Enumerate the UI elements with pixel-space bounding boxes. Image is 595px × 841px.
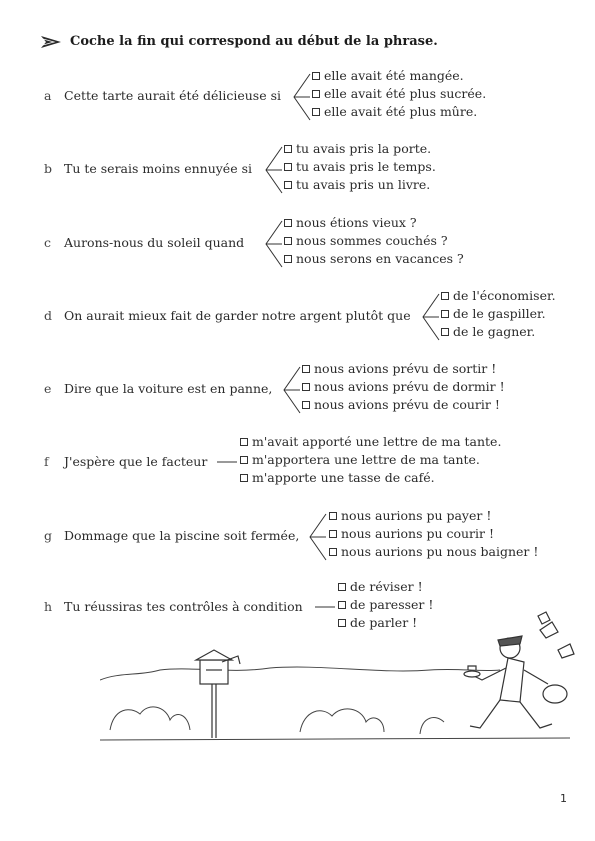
checkbox-icon[interactable] [338,601,346,609]
checkbox-icon[interactable] [284,255,292,263]
exercise-letter: g [44,528,53,543]
exercise-letter: d [44,308,53,323]
exercise-stem: J'espère que le facteur [64,454,208,469]
exercise-letter: h [44,599,53,614]
exercise-letter: e [44,381,52,396]
checkbox-icon[interactable] [240,456,248,464]
connector-bracket [308,511,328,563]
option-checkbox[interactable]: nous avions prévu de sortir ! [302,360,505,378]
checkbox-icon[interactable] [329,548,337,556]
option-checkbox[interactable]: tu avais pris un livre. [284,176,436,194]
checkbox-icon[interactable] [284,237,292,245]
exercise-letter: a [44,88,52,103]
ground-line [100,667,570,740]
exercise-stem: On aurait mieux fait de garder notre argent plutôt que [64,308,411,323]
checkbox-icon[interactable] [284,181,292,189]
option-checkbox[interactable]: nous avions prévu de courir ! [302,396,505,414]
exercise-stem: Dommage que la piscine soit fermée, [64,528,300,543]
option-checkbox[interactable]: elle avait été plus mûre. [312,103,486,121]
checkbox-icon[interactable] [441,310,449,318]
option-checkbox[interactable]: de le gaspiller. [441,305,556,323]
checkbox-icon[interactable] [338,583,346,591]
exercise-stem: Aurons-nous du soleil quand [64,235,245,250]
option-checkbox[interactable]: m'apporte une tasse de café. [240,469,501,487]
exercise-letter: c [44,235,52,250]
checkbox-icon[interactable] [284,219,292,227]
exercise-c [0,214,595,294]
connector-bracket [264,218,284,270]
checkbox-icon[interactable] [312,108,320,116]
checkbox-icon[interactable] [302,401,310,409]
option-checkbox[interactable]: de réviser ! [338,578,433,596]
option-checkbox[interactable]: m'apportera une lettre de ma tante. [240,451,501,469]
option-checkbox[interactable]: de parler ! [338,614,433,632]
hedge-icon [110,707,444,734]
option-checkbox[interactable]: tu avais pris le temps. [284,158,436,176]
exercise-stem: Dire que la voiture est en panne, [64,381,273,396]
checkbox-icon[interactable] [284,163,292,171]
checkbox-icon[interactable] [240,438,248,446]
option-checkbox[interactable]: elle avait été plus sucrée. [312,85,486,103]
exercise-d [0,287,595,367]
option-checkbox[interactable]: de l'économiser. [441,287,556,305]
checkbox-icon[interactable] [312,72,320,80]
checkbox-icon[interactable] [240,474,248,482]
checkbox-icon[interactable] [284,145,292,153]
option-checkbox[interactable]: de paresser ! [338,596,433,614]
option-checkbox[interactable]: m'avait apporté une lettre de ma tante. [240,433,501,451]
option-checkbox[interactable]: nous sommes couchés ? [284,232,464,250]
checkbox-icon[interactable] [312,90,320,98]
option-checkbox[interactable]: nous aurions pu nous baigner ! [329,543,538,561]
postman-illustration [100,610,580,750]
checkbox-icon[interactable] [329,512,337,520]
exercise-a [0,67,595,147]
instruction-text: Coche la fin qui correspond au début de la phrase. [70,34,438,49]
exercise-e [0,360,595,440]
exercise-b [0,140,595,220]
option-checkbox[interactable]: nous serons en vacances ? [284,250,464,268]
exercise-f [0,433,595,513]
option-checkbox[interactable]: de le gagner. [441,323,556,341]
checkbox-icon[interactable] [441,328,449,336]
connector-bracket [292,71,312,123]
exercise-stem: Cette tarte aurait été délicieuse si [64,88,281,103]
exercise-stem: Tu te serais moins ennuyée si [64,161,252,176]
exercise-letter: b [44,161,53,176]
connector-bracket [282,364,302,416]
instruction-header [40,34,438,49]
connector-dash [215,457,239,467]
page-number: 1 [560,792,567,805]
option-checkbox[interactable]: nous aurions pu courir ! [329,525,538,543]
mailbox-icon [196,650,240,738]
checkbox-icon[interactable] [302,383,310,391]
exercise-letter: f [44,454,49,469]
checkbox-icon[interactable] [329,530,337,538]
option-checkbox[interactable]: nous avions prévu de dormir ! [302,378,505,396]
checkbox-icon[interactable] [441,292,449,300]
pointer-arrow-icon [40,35,62,49]
option-checkbox[interactable]: elle avait été mangée. [312,67,486,85]
option-checkbox[interactable]: nous étions vieux ? [284,214,464,232]
option-checkbox[interactable]: nous aurions pu payer ! [329,507,538,525]
checkbox-icon[interactable] [302,365,310,373]
connector-bracket [421,291,441,343]
connector-bracket [264,144,284,196]
exercise-g [0,507,595,587]
option-checkbox[interactable]: tu avais pris la porte. [284,140,436,158]
exercise-stem: Tu réussiras tes contrôles à condition [64,599,303,614]
